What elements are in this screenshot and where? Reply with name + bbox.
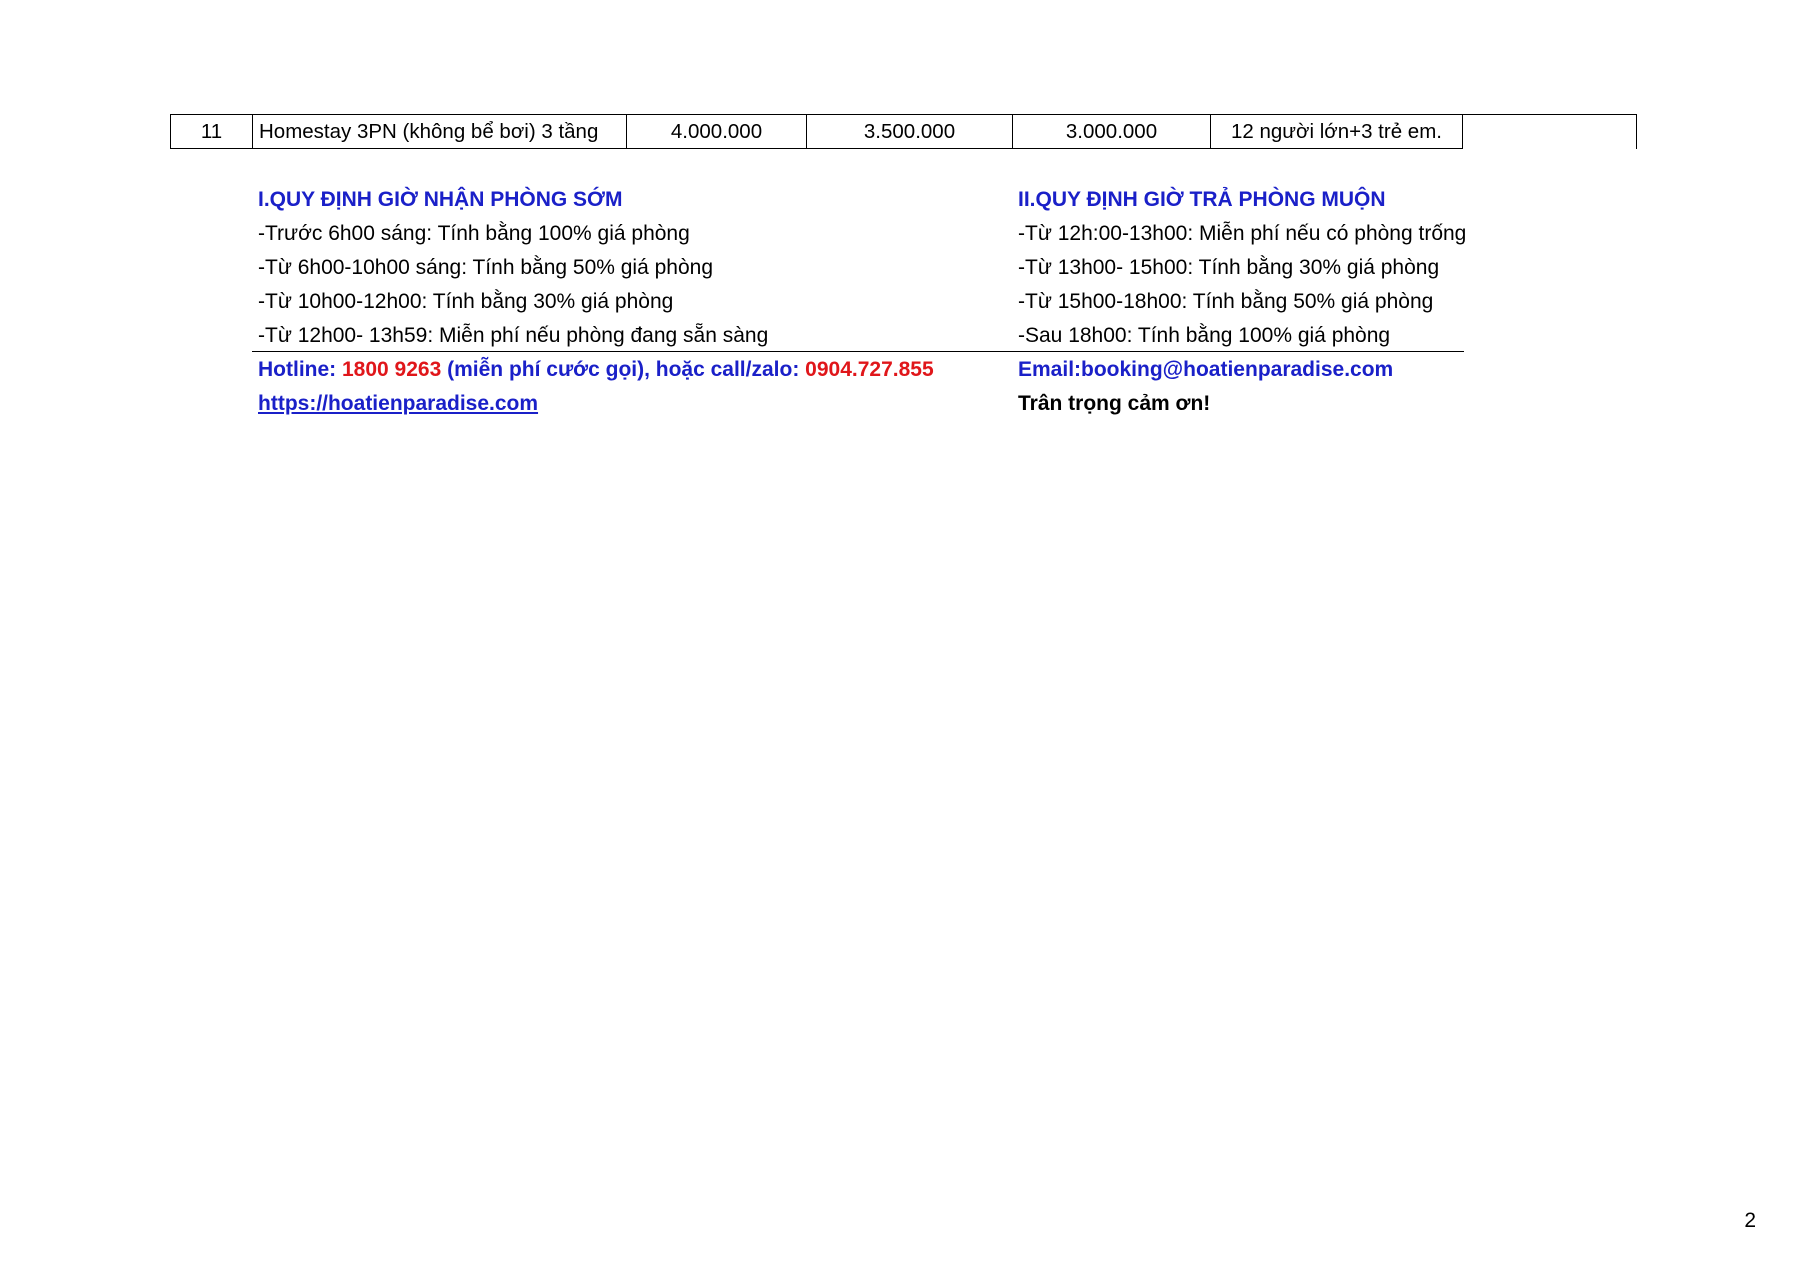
cell-no: 11 [171,115,253,149]
cell-extra [1463,115,1637,149]
email-address: Email:booking@hoatienparadise.com [1018,358,1394,381]
thanks-text: Trân trọng cảm ơn! [1018,392,1211,415]
late-checkout-title: II.QUY ĐỊNH GIỜ TRẢ PHÒNG MUỘN [1018,188,1386,211]
early-checkin-item: -Trước 6h00 sáng: Tính bằng 100% giá phòng [258,222,690,245]
website-link[interactable]: https://hoatienparadise.com [258,392,539,415]
hotline-number: 1800 9263 [342,358,442,381]
cell-price-1: 4.000.000 [627,115,807,149]
late-checkout-section [1018,183,1466,353]
page-number: 2 [1744,1209,1756,1232]
late-checkout-item: -Sau 18h00: Tính bằng 100% giá phòng [1018,324,1391,347]
hotline-line [258,353,934,387]
cell-room-name: Homestay 3PN (không bể bơi) 3 tầng [253,115,627,149]
cell-price-2: 3.500.000 [807,115,1013,149]
table-row [171,115,1637,149]
divider-line [252,351,1464,352]
early-checkin-item: -Từ 6h00-10h00 sáng: Tính bằng 50% giá phòng [258,256,714,279]
hotline-note: (miễn phí cước gọi), hoặc call/zalo: [441,358,806,381]
late-checkout-item: -Từ 13h00- 15h00: Tính bằng 30% giá phòng [1018,256,1440,279]
late-checkout-item: -Từ 15h00-18h00: Tính bằng 50% giá phòng [1018,290,1434,313]
early-checkin-section [258,183,768,353]
early-checkin-item: -Từ 12h00- 13h59: Miễn phí nếu phòng đang sẵn sàng [258,324,769,347]
late-checkout-item: -Từ 12h:00-13h00: Miễn phí nếu có phòng trống [1018,222,1467,245]
cell-price-3: 3.000.000 [1013,115,1211,149]
hotline-label: Hotline: [258,358,342,381]
early-checkin-item: -Từ 10h00-12h00: Tính bằng 30% giá phòng [258,290,674,313]
price-table [170,114,1637,149]
cell-capacity: 12 người lớn+3 trẻ em. [1211,115,1463,149]
zalo-number: 0904.727.855 [805,358,934,381]
early-checkin-title: I.QUY ĐỊNH GIỜ NHẬN PHÒNG SỚM [258,188,623,211]
